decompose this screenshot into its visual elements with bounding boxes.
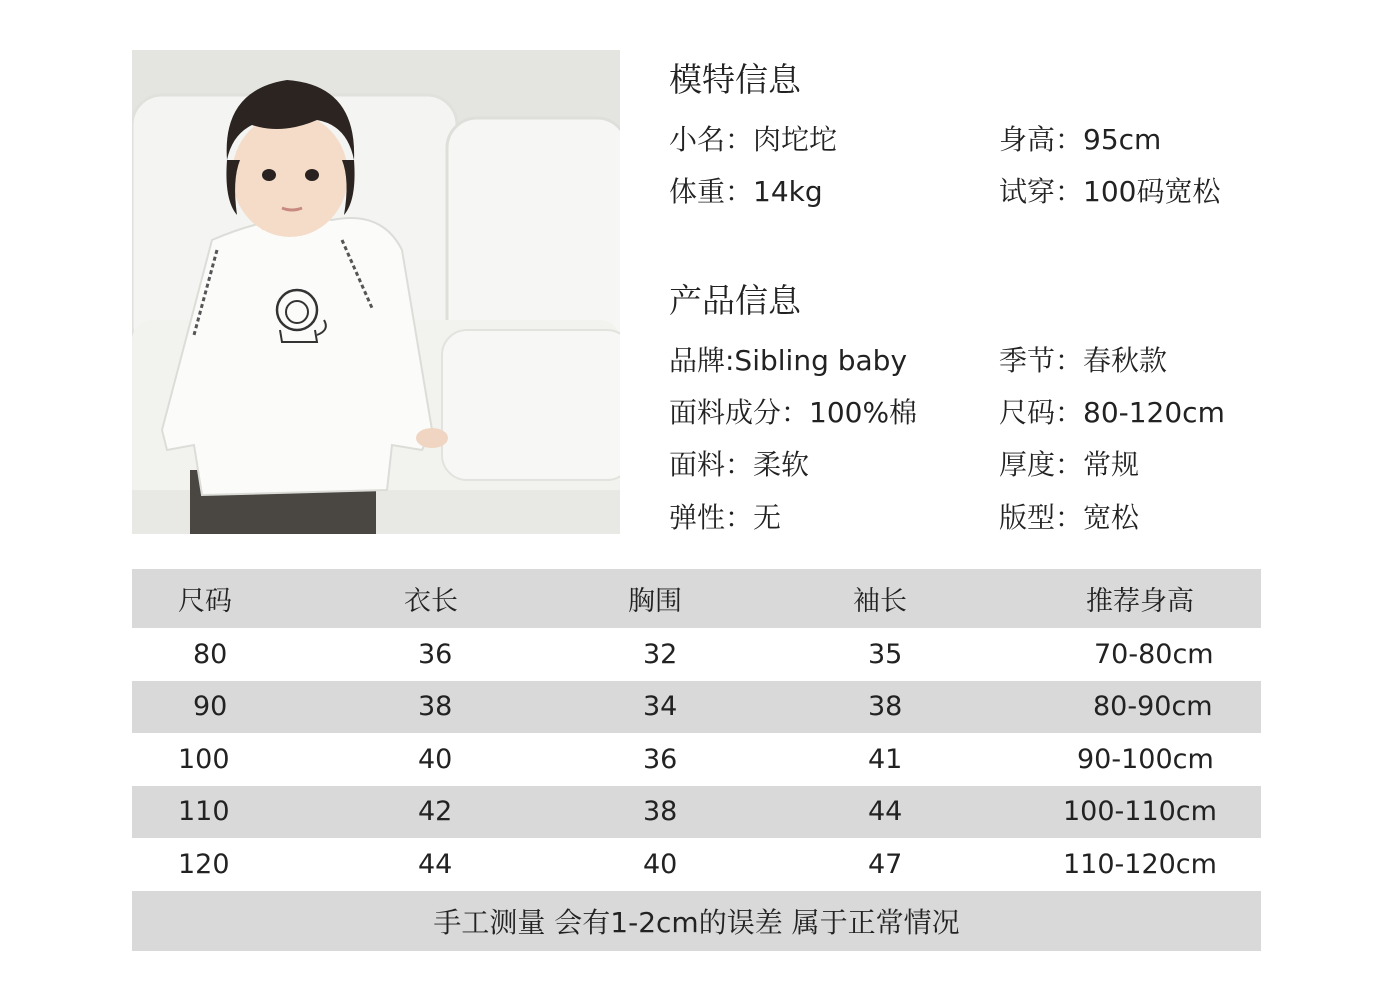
child-model-illustration	[132, 50, 620, 534]
product-elasticity: 弹性：无	[669, 501, 782, 534]
cell-size: 90	[193, 691, 228, 723]
table-header-row	[132, 569, 1261, 628]
cell-length: 42	[418, 796, 453, 828]
cell-size: 80	[193, 638, 228, 670]
product-thickness: 厚度：常规	[999, 448, 1140, 481]
cell-length: 38	[418, 691, 453, 723]
product-info-title: 产品信息	[669, 281, 801, 320]
table-row	[132, 838, 1261, 891]
cell-size: 110	[178, 796, 230, 828]
cell-height: 100-110cm	[1063, 796, 1217, 828]
cell-chest: 32	[643, 638, 678, 670]
product-fabric: 面料：柔软	[669, 448, 810, 481]
size-table	[132, 569, 1261, 951]
product-brand: 品牌:Sibling baby	[669, 344, 908, 377]
product-composition: 面料成分：100%棉	[669, 396, 918, 429]
product-fit: 版型：宽松	[999, 501, 1140, 534]
cell-height: 70-80cm	[1094, 638, 1214, 670]
table-row	[132, 786, 1261, 839]
cell-sleeve: 38	[868, 691, 903, 723]
cell-size: 120	[178, 848, 230, 880]
table-row	[132, 628, 1261, 681]
cell-length: 44	[418, 848, 453, 880]
header-sleeve: 袖长	[853, 586, 907, 617]
header-recommended-height: 推荐身高	[1086, 586, 1194, 617]
model-weight: 体重：14kg	[669, 175, 823, 208]
cell-sleeve: 47	[868, 848, 903, 880]
cell-height: 90-100cm	[1077, 743, 1214, 775]
header-length: 衣长	[404, 586, 458, 617]
cell-chest: 36	[643, 743, 678, 775]
header-size: 尺码	[178, 586, 232, 617]
product-size-range: 尺码：80-120cm	[999, 396, 1225, 429]
cell-chest: 34	[643, 691, 678, 723]
model-info-title: 模特信息	[669, 60, 801, 99]
table-row	[132, 681, 1261, 734]
cell-sleeve: 44	[868, 796, 903, 828]
cell-sleeve: 41	[868, 743, 903, 775]
header-chest: 胸围	[628, 586, 682, 617]
cell-height: 110-120cm	[1063, 848, 1217, 880]
cell-length: 40	[418, 743, 453, 775]
model-tryon-size: 试穿：100码宽松	[999, 175, 1221, 208]
product-season: 季节：春秋款	[999, 344, 1168, 377]
cell-height: 80-90cm	[1093, 691, 1213, 723]
cell-length: 36	[418, 638, 453, 670]
cell-size: 100	[178, 743, 230, 775]
cell-sleeve: 35	[868, 638, 903, 670]
cell-chest: 38	[643, 796, 678, 828]
cell-chest: 40	[643, 848, 678, 880]
product-photo	[132, 50, 620, 534]
table-row	[132, 733, 1261, 786]
model-name: 小名：肉坨坨	[669, 123, 838, 156]
measurement-note: 手工测量 会有1-2cm的误差 属于正常情况	[132, 891, 1261, 951]
model-height: 身高：95cm	[999, 123, 1162, 156]
